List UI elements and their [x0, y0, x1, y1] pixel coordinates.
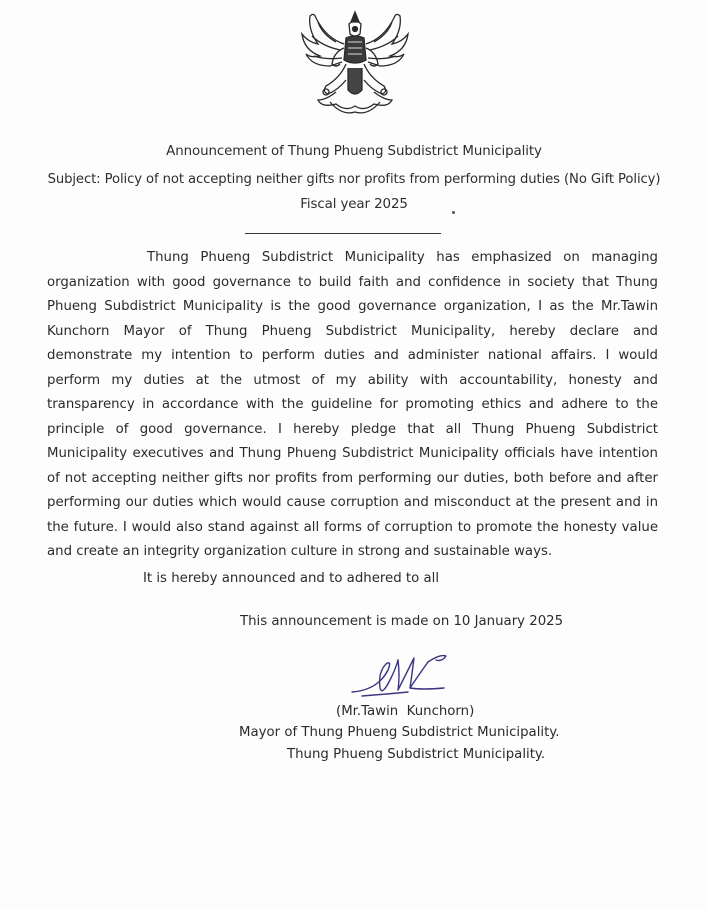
handwritten-signature — [348, 650, 456, 702]
policy-paragraph: Thung Phueng Subdistrict Municipality has emphasized on managing organization with good governance to build faith and confidence in society that Thung Phueng Subdistrict Municipality is the good governance organization, I as the Mr.Tawin Kunchorn Mayor of Thung Phueng Subdistrict Municipality, hereby declare and demonstrate my intention to perform duties and administer national affairs. I would perform my duties at the utmost of my ability with accountability, honesty and transparency in accordance with the guideline for promoting ethics and adhere to the principle of good governance. I hereby pledge that all Thung Phueng Subdistrict Municipality executives and Thung Phueng Subdistrict Municipality officials have intention of not accepting neither gifts nor profits from performing our duties, both before and after performing our duties which would cause corruption and misconduct at the present and in the future. I would also stand against all forms of corruption to promote the honesty value and create an integrity organization culture in strong and sustainable ways. — [47, 250, 658, 559]
signatory-name: (Mr.Tawin Kunchorn) — [336, 704, 475, 719]
announcement-date: This announcement is made on 10 January 2025 — [240, 614, 564, 629]
garuda-emblem-icon — [296, 8, 414, 120]
ink-speck — [452, 211, 455, 214]
title-divider — [245, 233, 441, 234]
signatory-title: Mayor of Thung Phueng Subdistrict Municipality. — [239, 725, 560, 740]
announcement-title: Announcement of Thung Phueng Subdistrict Municipality — [166, 144, 542, 159]
announcement-subject: Subject: Policy of not accepting neither gifts nor profits from performing duties (No Gift Policy) — [47, 172, 661, 187]
closing-statement: It is hereby announced and to adhered to all — [143, 571, 440, 586]
signatory-organization: Thung Phueng Subdistrict Municipality. — [287, 747, 546, 762]
fiscal-year: Fiscal year 2025 — [300, 197, 408, 212]
